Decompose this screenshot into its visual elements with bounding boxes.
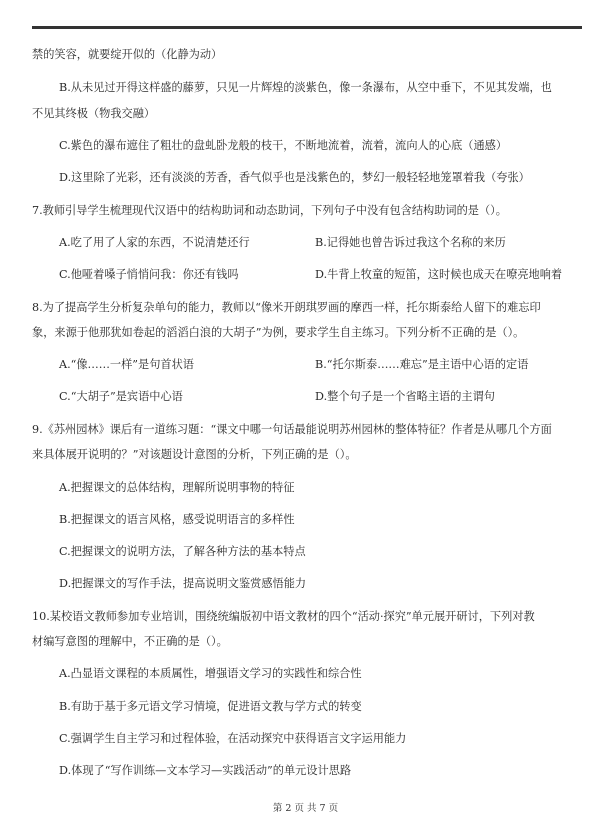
q7-option-b: B.记得她也曾告诉过我这个名称的来历 bbox=[315, 236, 506, 249]
prev-question-continuation: 禁的笑容，就要绽开似的（化静为动） bbox=[32, 48, 223, 61]
page-footer: 第 2 页 共 7 页 bbox=[272, 803, 339, 814]
q10-option-c: C.强调学生自主学习和过程体验，在活动探究中获得语言文字运用能力 bbox=[59, 732, 407, 745]
q10-option-d: D.体现了“写作训练—文本学习—实践活动”的单元设计思路 bbox=[59, 764, 352, 777]
q8-option-d: D.整个句子是一个省略主语的主谓句 bbox=[315, 390, 495, 403]
q9-option-d: D.把握课文的写作手法，提高说明文鉴赏感悟能力 bbox=[59, 577, 307, 590]
option-b-line2: 不见其终极（物我交融） bbox=[32, 107, 156, 120]
option-d: D.这里除了光彩，还有淡淡的芳香，香气似乎也是浅紫色的，梦幻一般轻轻地笼罩着我（夸张） bbox=[59, 171, 530, 184]
q8-option-a: A.“像……一样”是句首状语 bbox=[59, 358, 194, 371]
q7-option-c: C.他哑着嗓子悄悄问我：你还有钱吗 bbox=[59, 268, 239, 281]
q10-stem-line1: 10.某校语文教师参加专业培训，围绕统编版初中语文教材的四个“活动·探究”单元展开研讨，下列对教 bbox=[32, 610, 535, 623]
q9-option-b: B.把握课文的语言风格，感受说明语言的多样性 bbox=[59, 513, 295, 526]
q10-option-b: B.有助于基于多元语文学习情境，促进语文教与学方式的转变 bbox=[59, 700, 362, 713]
option-c: C.紫色的瀑布遮住了粗壮的盘虬卧龙般的枝干，不断地流着，流着，流向人的心底（通感） bbox=[59, 139, 508, 152]
q9-option-a: A.把握课文的总体结构，理解所说明事物的特征 bbox=[59, 481, 295, 494]
q8-option-b: B.“托尔斯泰……难忘”是主语中心语的定语 bbox=[315, 358, 529, 371]
q9-stem-line1: 9.《苏州园林》课后有一道练习题：“课文中哪一句话最能说明苏州园林的整体特征？作者是从哪几个方面 bbox=[32, 423, 552, 436]
q7-option-a: A.吃了用了人家的东西，不说清楚还行 bbox=[59, 236, 250, 249]
q8-option-c: C.“大胡子”是宾语中心语 bbox=[59, 390, 183, 403]
q7-option-d: D.牛背上牧童的短笛，这时候也成天在嘹亮地响着 bbox=[315, 268, 563, 281]
q9-stem-line2: 来具体展开说明的？”对该题设计意图的分析，下列正确的是（）。 bbox=[32, 448, 357, 461]
q10-stem-line2: 材编写意图的理解中，不正确的是（）。 bbox=[32, 635, 228, 648]
q8-stem-line2: 象，来源于他那犹如卷起的滔滔白浪的大胡子”为例，要求学生自主练习。下列分析不正确的是（）。 bbox=[32, 326, 525, 339]
q8-stem-line1: 8.为了提高学生分析复杂单句的能力，教师以“像米开朗琪罗画的摩西一样，托尔斯泰给人留下的难忘印 bbox=[32, 301, 541, 314]
q10-option-a: A.凸显语文课程的本质属性，增强语文学习的实践性和综合性 bbox=[59, 667, 362, 680]
q7-stem: 7.教师引导学生梳理现代汉语中的结构助词和动态助词，下列句子中没有包含结构助词的是（）。 bbox=[32, 204, 507, 217]
option-b-line1: B.从未见过开得这样盛的藤萝，只见一片辉煌的淡紫色，像一条瀑布，从空中垂下，不见其发端，也 bbox=[59, 81, 552, 94]
header-rule bbox=[32, 26, 582, 29]
q9-option-c: C.把握课文的说明方法，了解各种方法的基本特点 bbox=[59, 545, 306, 558]
